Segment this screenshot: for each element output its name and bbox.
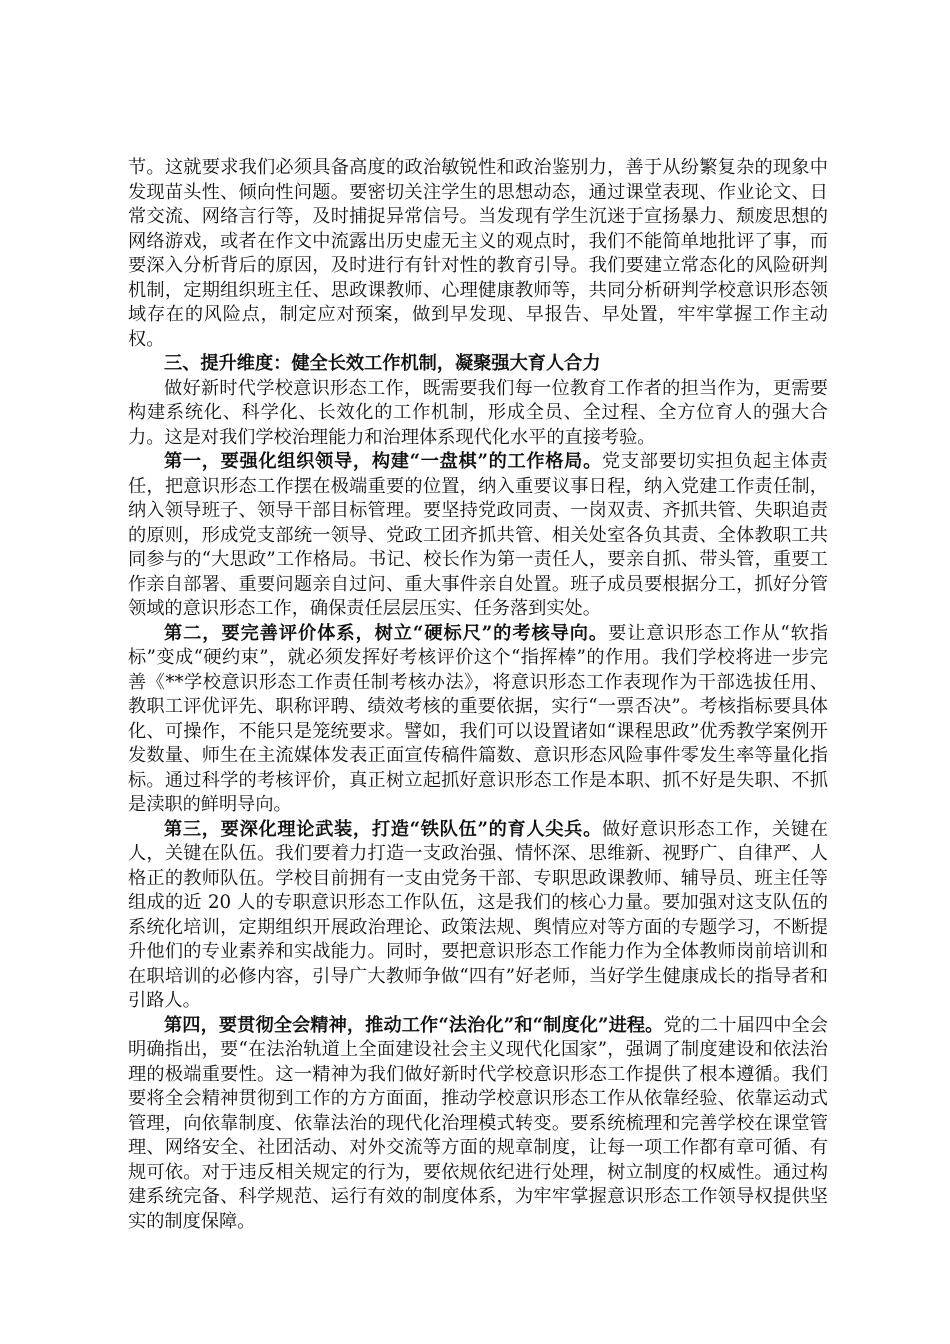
paragraph-point-1 (128, 450, 828, 622)
point-1-body: 党支部要切实担负起主体责任，把意识形态工作摆在极端重要的位置，纳入重要议事日程，纳入党建工作责任制，纳入领导班子、领导干部目标管理。要坚持党政同责、一岗双责、齐抓共管、失职追责的原则，形成党支部统一领导、党政工团齐抓共管、相关处室各负其责、全体教职工共同参与的“大思政”工作格局。书记、校长作为第一责任人，要亲自抓、带头管，重要工作亲自部署、重要问题亲自过问、重大事件亲自处置。班子成员要根据分工，抓好分管领域的意识形态工作，确保责任层层压实、任务落到实处。 (128, 451, 828, 619)
document-body (128, 156, 828, 1234)
paragraph-point-4 (128, 1014, 828, 1235)
paragraph-continuation: 节。这就要求我们必须具备高度的政治敏锐性和政治鉴别力，善于从纷繁复杂的现象中发现苗头性、倾向性问题。要密切关注学生的思想动态，通过课堂表现、作业论文、日常交流、网络言行等，及时捕捉异常信号。当发现有学生沉迷于宣扬暴力、颓废思想的网络游戏，或者在作文中流露出历史虚无主义的观点时，我们不能简单地批评了事，而要深入分析背后的原因，及时进行有针对性的教育引导。我们要建立常态化的风险研判机制，定期组织班主任、思政课教师、心理健康教师等，共同分析研判学校意识形态领域存在的风险点，制定应对预案，做到早发现、早报告、早处置，牢牢掌握工作主动权。 (128, 157, 828, 350)
point-2-lead: 第二，要完善评价体系，树立“硬标尺”的考核导向。 (164, 622, 609, 644)
point-4-body: 党的二十届四中全会明确指出，要“在法治轨道上全面建设社会主义现代化国家”，强调了制度建设和依法治理的极端重要性。这一精神为我们做好新时代学校意识形态工作提供了根本遵循。我们要将全会精神贯彻到工作的方方面面，推动学校意识形态工作从依靠经验、依靠运动式管理，向依靠制度、依靠法治的现代化治理模式转变。要系统梳理和完善学校在课堂管理、网络安全、社团活动、对外交流等方面的规章制度，让每一项工作都有章可循、有规可依。对于违反相关规定的行为，要依规依纪进行处理，树立制度的权威性。通过构建系统完备、科学规范、运行有效的制度体系，为牢牢掌握意识形态工作领导权提供坚实的制度保障。 (128, 1014, 828, 1232)
point-4-lead: 第四，要贯彻全会精神，推动工作“法治化”和“制度化”进程。 (164, 1014, 664, 1036)
point-2-body: 要让意识形态工作从“软指标”变成“硬约束”，就必须发挥好考核评价这个“指挥棒”的作用。我们学校将进一步完善《**学校意识形态工作责任制考核办法》，将意识形态工作表现作为干部选拔任用、教职工评优评先、职称评聘、绩效考核的重要依据，实行“一票否决”。考核指标要具体化、可操作，不能只是笼统要求。譬如，我们可以设置诸如“课程思政”优秀教学案例开发数量、师生在主流媒体发表正面宣传稿件篇数、意识形态风险事件零发生率等量化指标。通过科学的考核评价，真正树立起抓好意识形态工作是本职、抓不好是失职、不抓是渎职的鲜明导向。 (128, 622, 828, 815)
point-1-lead: 第一，要强化组织领导，构建“一盘棋”的工作格局。 (164, 451, 602, 472)
section-heading-3: 三、提升维度：健全长效工作机制，凝聚强大育人合力 (164, 353, 601, 374)
paragraph-point-2 (128, 622, 828, 818)
paragraph-point-3 (128, 818, 828, 1014)
paragraph-intro: 做好新时代学校意识形态工作，既需要我们每一位教育工作者的担当作为，更需要构建系统化、科学化、长效化的工作机制，形成全员、全过程、全方位育人的强大合力。这是对我们学校治理能力和治理体系现代化水平的直接考验。 (128, 377, 828, 448)
point-3-body: 做好意识形态工作，关键在人，关键在队伍。我们要着力打造一支政治强、情怀深、思维新、视野广、自律严、人格正的教师队伍。学校目前拥有一支由党务干部、专职思政课教师、辅导员、班主任等组成的近 20 人的专职意识形态工作队伍，这是我们的核心力量。要加强对这支队伍的系统化培训，定期组织开展政治理论、政策法规、舆情应对等方面的专题学习，不断提升他们的专业素养和实战能力。同时，要把意识形态工作能力作为全体教师岗前培训和在职培训的必修内容，引导广大教师争做“四有”好老师，当好学生健康成长的指导者和引路人。 (128, 818, 828, 1011)
point-3-lead: 第三，要深化理论武装，打造“铁队伍”的育人尖兵。 (164, 818, 602, 840)
